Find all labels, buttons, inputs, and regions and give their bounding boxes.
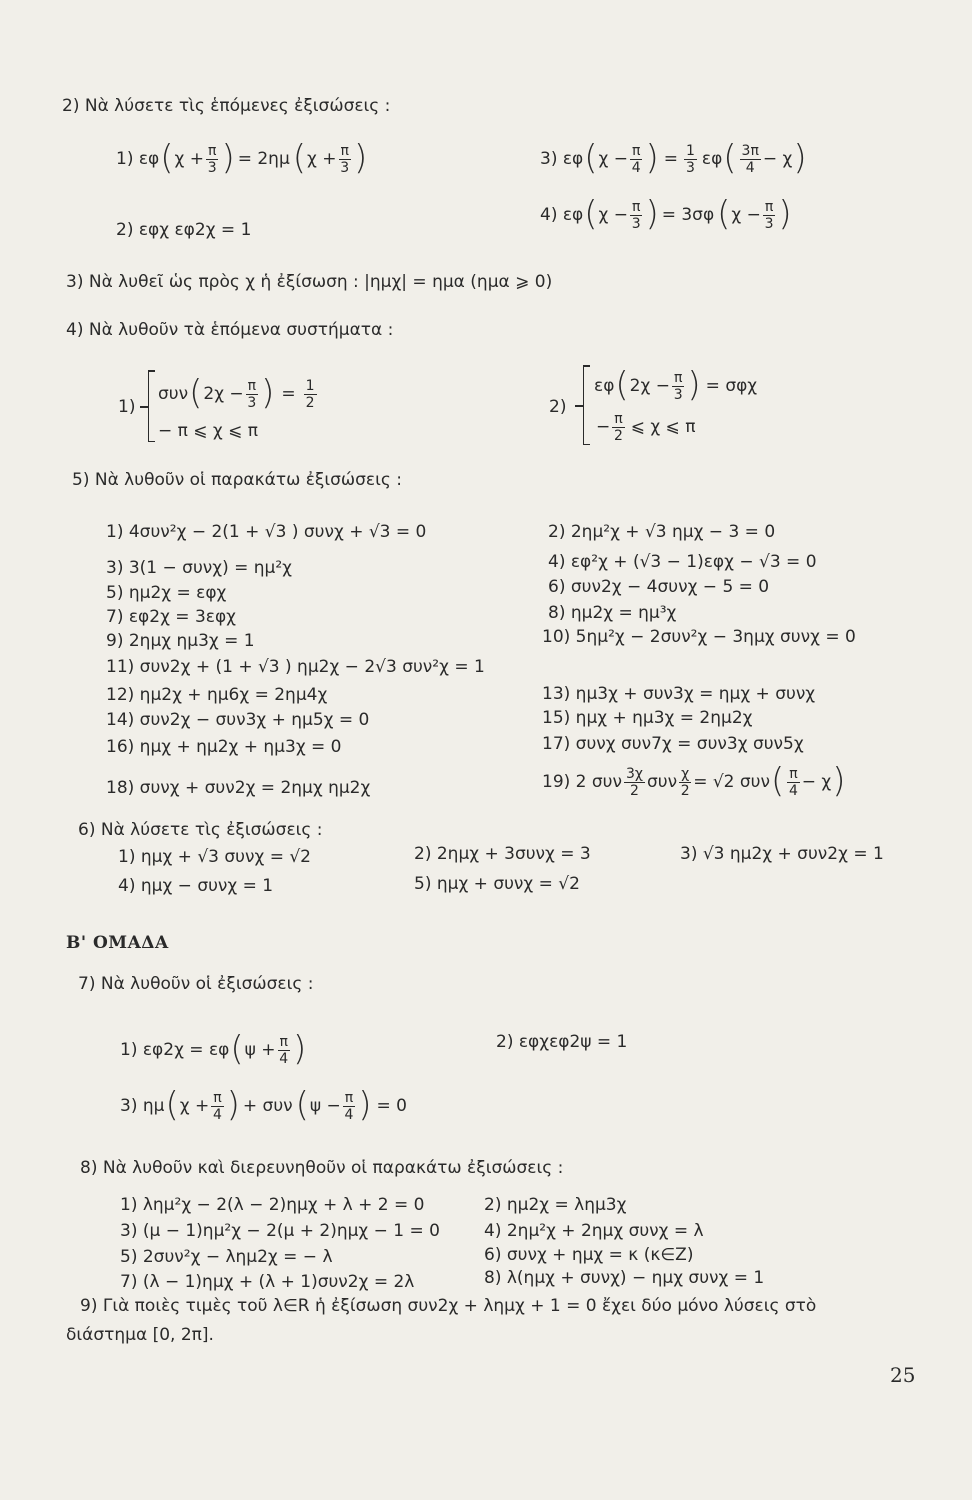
list-item: 1) ημχ + √3 συνχ = √2	[118, 847, 311, 867]
list-item: 15) ημχ + ημ3χ = 2ημ2χ	[542, 708, 753, 728]
rhs-text: = 2ημ	[237, 148, 290, 169]
denominator: 3	[247, 394, 257, 411]
numerator: π	[789, 765, 798, 782]
left-paren: (	[230, 1029, 244, 1069]
exercise-9-line-1: 9) Γιὰ ποιὲς τιμὲς τοῦ λ∈R ἡ ἐξίσωση συν2χ + λημχ + 1 = 0 ἔχει δύο μόνο λύσεις στὸ	[80, 1296, 817, 1316]
list-item: 5) 2συν²χ − λημ2χ = − λ	[120, 1247, 333, 1267]
numerator: π	[614, 410, 623, 427]
equals-sign: =	[663, 148, 678, 169]
numerator: π	[632, 198, 641, 215]
fraction	[630, 200, 642, 231]
list-item: 11) συν2χ + (1 + √3 ) ημ2χ − 2√3 συν²χ = 1	[106, 657, 485, 677]
numerator: π	[247, 377, 257, 394]
right-paren: )	[221, 138, 235, 178]
rhs-text: = 3σφ	[661, 204, 715, 225]
left-paren: (	[160, 138, 174, 178]
denominator: 3	[685, 159, 695, 176]
list-item: 6) συνχ + ημχ = κ (κ∈Z)	[484, 1245, 694, 1265]
denominator: 3	[631, 215, 641, 232]
left-paren: (	[615, 365, 629, 405]
item-number: 19) 2 συν	[542, 771, 622, 792]
denominator: 4	[631, 159, 641, 176]
right-paren: )	[645, 194, 659, 234]
rhs-text: = 0	[376, 1095, 407, 1116]
right-paren: )	[358, 1085, 372, 1125]
list-item: 5) ημχ + συνχ = √2	[414, 874, 580, 894]
fraction	[787, 767, 799, 798]
fraction	[672, 371, 684, 402]
list-item: 1) 4συν²χ − 2(1 + √3 ) συνχ + √3 = 0	[106, 522, 427, 542]
item-number: 1) εφ2χ = εφ	[120, 1039, 230, 1060]
system-1-line-2: − π ⩽ χ ⩽ π	[158, 421, 259, 441]
list-item: 16) ημχ + ημ2χ + ημ3χ = 0	[106, 737, 342, 757]
system-2-line-2	[596, 408, 695, 446]
right-paren: )	[778, 194, 792, 234]
arg-text: χ −	[598, 148, 628, 169]
numerator: 1	[305, 377, 315, 394]
right-paren: )	[226, 1085, 240, 1125]
exercise-8-header: 8) Νὰ λυθοῦν καὶ διερευνηθοῦν οἱ παρακάτω ἐξισώσεις :	[80, 1158, 564, 1178]
system-2-number: 2)	[549, 397, 567, 417]
rhs-text: = √2 συν	[693, 771, 771, 792]
exercise-2-eq-3	[540, 137, 808, 181]
left-paren: (	[165, 1085, 179, 1125]
list-item: 4) 2ημ²χ + 2ημχ συνχ = λ	[484, 1221, 704, 1241]
numerator: π	[632, 142, 641, 159]
exercise-7-eq-1	[120, 1027, 307, 1073]
denominator: 2	[305, 394, 315, 411]
exercise-7-eq-3	[120, 1083, 407, 1129]
list-item: 14) συν2χ − συν3χ + ημ5χ = 0	[106, 710, 370, 730]
numerator: 3π	[741, 142, 759, 159]
numerator: π	[208, 142, 217, 159]
rhs-text: = σφχ	[705, 375, 758, 396]
func-text: εφ	[562, 148, 584, 169]
fraction	[343, 1091, 355, 1122]
func-text: εφ	[594, 375, 615, 396]
left-paren: (	[717, 194, 731, 234]
right-paren: )	[292, 1029, 307, 1069]
right-paren: )	[687, 365, 701, 405]
arg-text: χ +	[174, 148, 204, 169]
exercise-6-header: 6) Νὰ λύσετε τὶς ἐξισώσεις :	[78, 820, 323, 840]
right-paren: )	[261, 373, 275, 413]
exercise-4-header: 4) Νὰ λυθοῦν τὰ ἑπόμενα συστήματα :	[66, 320, 394, 340]
list-item: 3) (μ − 1)ημ²χ − 2(μ + 2)ημχ − 1 = 0	[120, 1221, 440, 1241]
numerator: π	[213, 1089, 222, 1106]
system-2-line-1	[594, 364, 757, 408]
exercise-7-eq-2: 2) εφχεφ2ψ = 1	[496, 1032, 628, 1052]
rhs-text: + συν	[242, 1095, 293, 1116]
fraction	[612, 412, 624, 443]
fraction	[211, 1091, 223, 1122]
denominator: 4	[212, 1106, 222, 1123]
left-paren: (	[295, 1085, 309, 1125]
func-text: συν	[158, 383, 189, 404]
list-item: 6) συν2χ − 4συνχ − 5 = 0	[548, 577, 770, 597]
exercise-2-eq-2: 2) εφχ εφ2χ = 1	[116, 220, 252, 240]
denominator: 4	[279, 1050, 289, 1067]
fraction	[630, 144, 642, 175]
item-number: 3)	[540, 148, 558, 169]
func-text: εφ	[701, 148, 723, 169]
page-number: 25	[890, 1363, 916, 1387]
arg-text: 2χ −	[203, 383, 244, 404]
numerator: 3χ	[626, 765, 643, 782]
fraction	[684, 144, 697, 175]
left-paren: (	[292, 138, 307, 178]
fraction	[763, 200, 775, 231]
numerator: 1	[685, 142, 695, 159]
list-item: 8) ημ2χ = ημ³χ	[548, 603, 677, 623]
list-item: 12) ημ2χ + ημ6χ = 2ημ4χ	[106, 685, 328, 705]
right-paren: )	[793, 138, 807, 178]
item-number: 3) ημ	[120, 1095, 165, 1116]
arg-text: χ +	[179, 1095, 210, 1116]
denominator: 3	[764, 215, 774, 232]
right-paren: )	[832, 761, 846, 801]
list-item: 18) συνχ + συν2χ = 2ημχ ημ2χ	[106, 778, 371, 798]
fraction	[278, 1035, 290, 1066]
fraction	[624, 767, 645, 798]
fraction	[304, 379, 317, 410]
list-item: 2) 2ημχ + 3συνχ = 3	[414, 844, 591, 864]
numerator: χ	[681, 765, 690, 782]
arg-text: ψ +	[244, 1039, 276, 1060]
exercise-9-line-2: διάστημα [0, 2π].	[66, 1325, 214, 1345]
numerator: π	[673, 369, 683, 386]
arg-text: χ +	[307, 148, 337, 169]
exercise-5-header: 5) Νὰ λυθοῦν οἱ παρακάτω ἐξισώσεις :	[72, 470, 402, 490]
left-paren: (	[584, 138, 598, 178]
left-paren: (	[189, 373, 203, 413]
right-paren: )	[645, 138, 659, 178]
fraction	[246, 379, 258, 410]
list-item: 10) 5ημ²χ − 2συν²χ − 3ημχ συνχ = 0	[542, 627, 856, 647]
denominator: 2	[680, 782, 690, 799]
arg-text: χ −	[598, 204, 628, 225]
denominator: 4	[789, 782, 798, 799]
fraction	[679, 767, 691, 798]
left-paren: (	[584, 194, 598, 234]
list-item: 1) λημ²χ − 2(λ − 2)ημχ + λ + 2 = 0	[120, 1195, 425, 1215]
func-text: εφ	[562, 204, 584, 225]
arg-text: 2χ −	[629, 375, 670, 396]
list-item: 2) ημ2χ = λημ3χ	[484, 1195, 627, 1215]
inequality-text: ⩽ χ ⩽ π	[630, 416, 696, 437]
exercise-2-eq-4	[540, 193, 793, 237]
fraction	[206, 144, 218, 175]
denominator: 3	[673, 386, 683, 403]
fraction	[339, 144, 351, 175]
exercise-2-header: 2) Νὰ λύσετε τὶς ἑπόμενες ἐξισώσεις :	[62, 96, 391, 116]
list-item: 7) εφ2χ = 3εφχ	[106, 607, 236, 627]
minus-sign: −	[596, 416, 611, 437]
right-paren: )	[353, 138, 368, 178]
list-item: 7) (λ − 1)ημχ + (λ + 1)συν2χ = 2λ	[120, 1272, 415, 1292]
func-text: εφ	[138, 148, 160, 169]
numerator: π	[340, 142, 349, 159]
list-item: 9) 2ημχ ημ3χ = 1	[106, 631, 255, 651]
fraction	[740, 144, 761, 175]
denominator: 3	[340, 159, 350, 176]
numerator: π	[344, 1089, 354, 1106]
item-number: 1)	[116, 148, 134, 169]
arg-text: ψ −	[309, 1095, 341, 1116]
list-item: 4) ημχ − συνχ = 1	[118, 876, 274, 896]
list-item: 17) συνχ συν7χ = συν3χ συν5χ	[542, 734, 804, 754]
left-paren: (	[723, 138, 737, 178]
system-1-line-1	[158, 372, 319, 416]
exercise-5-eq-19	[542, 758, 846, 806]
system-1-number: 1)	[118, 397, 136, 417]
list-item: 2) 2ημ²χ + √3 ημχ − 3 = 0	[548, 522, 776, 542]
exercise-2-eq-1	[116, 137, 368, 181]
list-item: 13) ημ3χ + συν3χ = ημχ + συνχ	[542, 684, 816, 704]
denominator: 2	[614, 427, 623, 444]
system-2-brace	[583, 365, 584, 445]
equals-sign: =	[281, 383, 296, 404]
arg-text: − χ	[801, 771, 832, 792]
numerator: π	[764, 198, 774, 215]
list-item: 3) √3 ημ2χ + συν2χ = 1	[680, 844, 884, 864]
list-item: 5) ημ2χ = εφχ	[106, 583, 227, 603]
denominator: 2	[630, 782, 639, 799]
arg-text: − χ	[762, 148, 793, 169]
func-text: συν	[647, 771, 678, 792]
list-item: 3) 3(1 − συνχ) = ημ²χ	[106, 558, 293, 578]
item-number: 4)	[540, 204, 558, 225]
list-item: 4) εφ²χ + (√3 − 1)εφχ − √3 = 0	[548, 552, 817, 572]
system-1-brace	[148, 370, 149, 442]
denominator: 4	[745, 159, 755, 176]
denominator: 3	[207, 159, 217, 176]
left-paren: (	[771, 761, 785, 801]
exercise-7-header: 7) Νὰ λυθοῦν οἱ ἐξισώσεις :	[78, 974, 314, 994]
exercise-3: 3) Νὰ λυθεῖ ὡς πρὸς χ ἡ ἐξίσωση : |ημχ| = ημα (ημα ⩾ 0)	[66, 272, 553, 292]
group-b-title: Β' ΟΜΑΔΑ	[66, 933, 169, 953]
numerator: π	[279, 1033, 288, 1050]
arg-text: χ −	[731, 204, 761, 225]
denominator: 4	[344, 1106, 354, 1123]
list-item: 8) λ(ημχ + συνχ) − ημχ συνχ = 1	[484, 1268, 765, 1288]
